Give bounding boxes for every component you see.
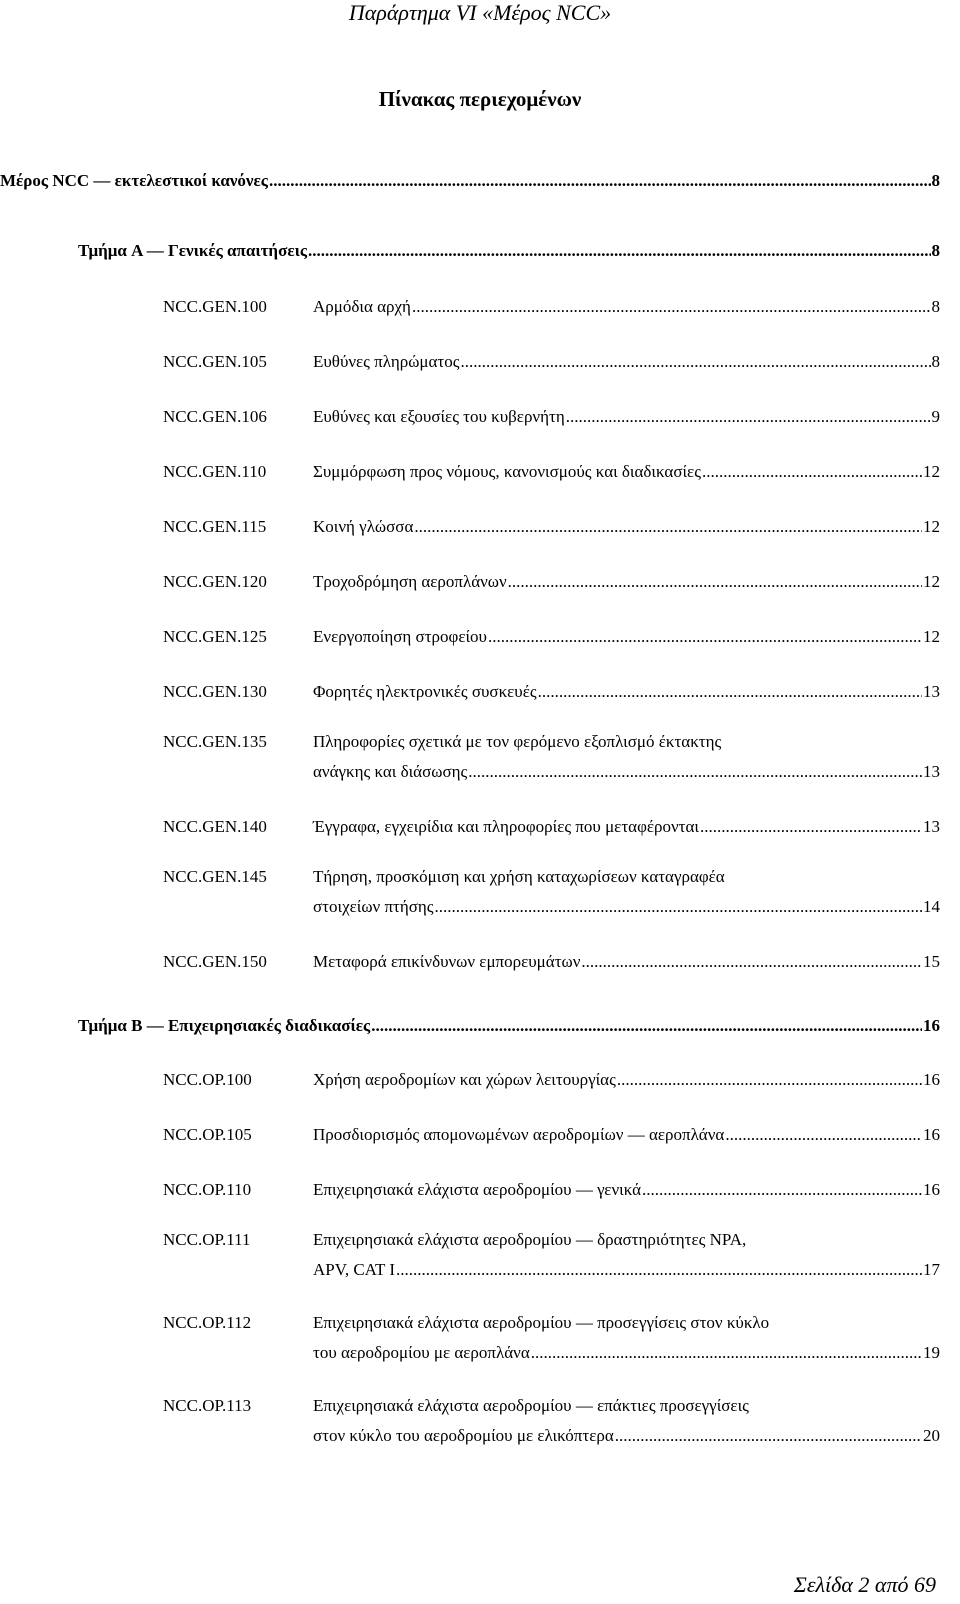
toc-entry-title: Ευθύνες και εξουσίες του κυβερνήτη xyxy=(313,407,565,426)
toc-entry-page: 13 xyxy=(923,762,940,781)
toc-leader-dots xyxy=(508,567,922,597)
toc-entry-title: Ενεργοποίηση στροφείου xyxy=(313,627,487,646)
toc-entry-page: 12 xyxy=(923,627,940,646)
toc-entry-title: Προσδιορισμός απομονωμένων αεροδρομίων — αεροπλάνα xyxy=(313,1125,725,1144)
toc-entry-code: NCC.OP.105 xyxy=(163,1125,252,1144)
toc-entry[interactable] xyxy=(313,812,940,842)
toc-leader-dots xyxy=(700,812,922,842)
toc-leader-dots xyxy=(461,347,931,377)
toc-entry-title-line1: Επιχειρησιακά ελάχιστα αεροδρομίου — δραστηριότητες NPA, xyxy=(313,1230,747,1249)
running-header: Παράρτημα VI «Μέρος NCC» xyxy=(348,0,612,25)
toc-leader-dots xyxy=(531,1338,922,1368)
toc-section-b-label: Τμήμα B — Επιχειρησιακές διαδικασίες xyxy=(78,1016,371,1035)
toc-leader-dots xyxy=(642,1175,922,1205)
toc-entry-page: 12 xyxy=(923,572,940,591)
toc-entry-title: Έγγραφα, εγχειρίδια και πληροφορίες που μεταφέρονται xyxy=(313,817,699,836)
toc-leader-dots xyxy=(538,677,922,707)
toc-leader-dots xyxy=(414,512,922,542)
toc-entry-page: 15 xyxy=(923,952,940,971)
toc-entry-page: 13 xyxy=(923,817,940,836)
toc-entry-code: NCC.OP.112 xyxy=(163,1313,252,1332)
toc-part-label: Μέρος NCC — εκτελεστικοί κανόνες xyxy=(0,171,268,190)
toc-entry-code: NCC.GEN.140 xyxy=(163,817,267,836)
toc-entry-title: ανάγκης και διάσωσης xyxy=(313,762,468,781)
toc-entry[interactable] xyxy=(313,862,940,922)
toc-entry-title: Αρμόδια αρχή xyxy=(313,297,411,316)
toc-section-a-page: 8 xyxy=(931,241,940,260)
toc-entry-page: 9 xyxy=(931,407,940,426)
toc-entry-code: NCC.GEN.100 xyxy=(163,297,267,316)
toc-entry-page: 16 xyxy=(923,1125,940,1144)
toc-leader-dots xyxy=(269,166,931,196)
toc-entry-title-line1: Επιχειρησιακά ελάχιστα αεροδρομίου — προσεγγίσεις στον κύκλο xyxy=(313,1313,770,1332)
toc-leader-dots xyxy=(412,292,931,322)
toc-entry-title-line1: Τήρηση, προσκόμιση και χρήση καταχωρίσεων καταγραφέα xyxy=(313,867,725,886)
toc-leader-dots xyxy=(725,1120,922,1150)
toc-entry-title: Ευθύνες πληρώματος xyxy=(313,352,460,371)
toc-entry-page: 17 xyxy=(923,1260,940,1279)
toc-entry-title: Μεταφορά επικίνδυνων εμπορευμάτων xyxy=(313,952,581,971)
toc-section-a-item[interactable] xyxy=(78,236,940,266)
toc-entry-code: NCC.GEN.145 xyxy=(163,867,267,886)
toc-section-a-label: Τμήμα A — Γενικές απαιτήσεις xyxy=(78,241,308,260)
toc-entry-page: 16 xyxy=(923,1070,940,1089)
toc-entry[interactable] xyxy=(313,727,940,787)
toc-entry[interactable] xyxy=(313,1065,940,1095)
toc-entry-code: NCC.OP.113 xyxy=(163,1396,252,1415)
toc-leader-dots xyxy=(617,1065,922,1095)
toc-entry-title-line1: Πληροφορίες σχετικά με τον φερόμενο εξοπλισμό έκτακτης xyxy=(313,732,722,751)
toc-entry-page: 8 xyxy=(931,297,940,316)
toc-entry-title: Συμμόρφωση προς νόμους, κανονισμούς και διαδικασίες xyxy=(313,462,701,481)
toc-entry-code: NCC.GEN.130 xyxy=(163,682,267,701)
toc-entry-title: Τροχοδρόμηση αεροπλάνων xyxy=(313,572,507,591)
toc-entry-title: του αεροδρομίου με αεροπλάνα xyxy=(313,1343,530,1362)
toc-entry-title: Επιχειρησιακά ελάχιστα αεροδρομίου — γενικά xyxy=(313,1180,642,1199)
toc-entry-title: Χρήση αεροδρομίων και χώρων λειτουργίας xyxy=(313,1070,616,1089)
toc-part-page: 8 xyxy=(931,171,940,190)
toc-entry[interactable] xyxy=(313,402,940,432)
toc-entry[interactable] xyxy=(313,1120,940,1150)
toc-entry[interactable] xyxy=(313,1391,940,1451)
toc-entry-title: στον κύκλο του αεροδρομίου με ελικόπτερα xyxy=(313,1426,614,1445)
toc-entry[interactable] xyxy=(313,1225,940,1285)
toc-entry-page: 20 xyxy=(923,1426,940,1445)
toc-entry-code: NCC.GEN.106 xyxy=(163,407,267,426)
toc-entry-page: 16 xyxy=(923,1180,940,1199)
toc-entry-code: NCC.GEN.125 xyxy=(163,627,267,646)
toc-entry-code: NCC.OP.100 xyxy=(163,1070,252,1089)
toc-leader-dots xyxy=(468,757,922,787)
toc-entry[interactable] xyxy=(313,567,940,597)
toc-entry-page: 8 xyxy=(931,352,940,371)
toc-entry[interactable] xyxy=(313,622,940,652)
toc-entry-page: 12 xyxy=(923,517,940,536)
toc-entry-code: NCC.OP.110 xyxy=(163,1180,252,1199)
toc-entry-page: 14 xyxy=(923,897,940,916)
toc-entry-code: NCC.GEN.110 xyxy=(163,462,267,481)
toc-section-b-page: 16 xyxy=(923,1016,940,1035)
toc-section-b-item[interactable] xyxy=(78,1011,940,1041)
page-footer: Σελίδα 2 από 69 xyxy=(793,1572,936,1597)
toc-entry-page: 19 xyxy=(923,1343,940,1362)
toc-entry[interactable] xyxy=(313,677,940,707)
toc-leader-dots xyxy=(435,892,922,922)
toc-entry[interactable] xyxy=(313,1308,940,1368)
toc-leader-dots xyxy=(396,1255,922,1285)
toc-leader-dots xyxy=(308,236,930,266)
toc-entry-code: NCC.GEN.105 xyxy=(163,352,267,371)
toc-entry-title-line1: Επιχειρησιακά ελάχιστα αεροδρομίου — επάκτιες προσεγγίσεις xyxy=(313,1396,749,1415)
toc-entry[interactable] xyxy=(313,347,940,377)
toc-entry[interactable] xyxy=(313,457,940,487)
toc-entry-code: NCC.GEN.115 xyxy=(163,517,267,536)
toc-entry[interactable] xyxy=(313,292,940,322)
toc-leader-dots xyxy=(488,622,922,652)
toc-entry-title: Κοινή γλώσσα xyxy=(313,517,414,536)
toc-entry-code: NCC.GEN.150 xyxy=(163,952,267,971)
toc-entry[interactable] xyxy=(313,947,940,977)
toc-entry-page: 12 xyxy=(923,462,940,481)
toc-entry-code: NCC.OP.111 xyxy=(163,1230,251,1249)
toc-entry[interactable] xyxy=(313,1175,940,1205)
toc-leader-dots xyxy=(581,947,922,977)
toc-leader-dots xyxy=(566,402,931,432)
toc-leader-dots xyxy=(702,457,922,487)
toc-entry-code: NCC.GEN.135 xyxy=(163,732,267,751)
toc-leader-dots xyxy=(615,1421,922,1451)
toc-entry-page: 13 xyxy=(923,682,940,701)
toc-entry[interactable] xyxy=(313,512,940,542)
toc-entry-title: στοιχείων πτήσης xyxy=(313,897,434,916)
toc-title: Πίνακας περιεχομένων xyxy=(378,87,582,111)
toc-entry-code: NCC.GEN.120 xyxy=(163,572,267,591)
toc-part-entry[interactable] xyxy=(0,166,940,196)
toc-entry-title: Φορητές ηλεκτρονικές συσκευές xyxy=(313,682,537,701)
toc-entry-title: APV, CAT I xyxy=(313,1260,396,1279)
toc-leader-dots xyxy=(371,1011,922,1041)
